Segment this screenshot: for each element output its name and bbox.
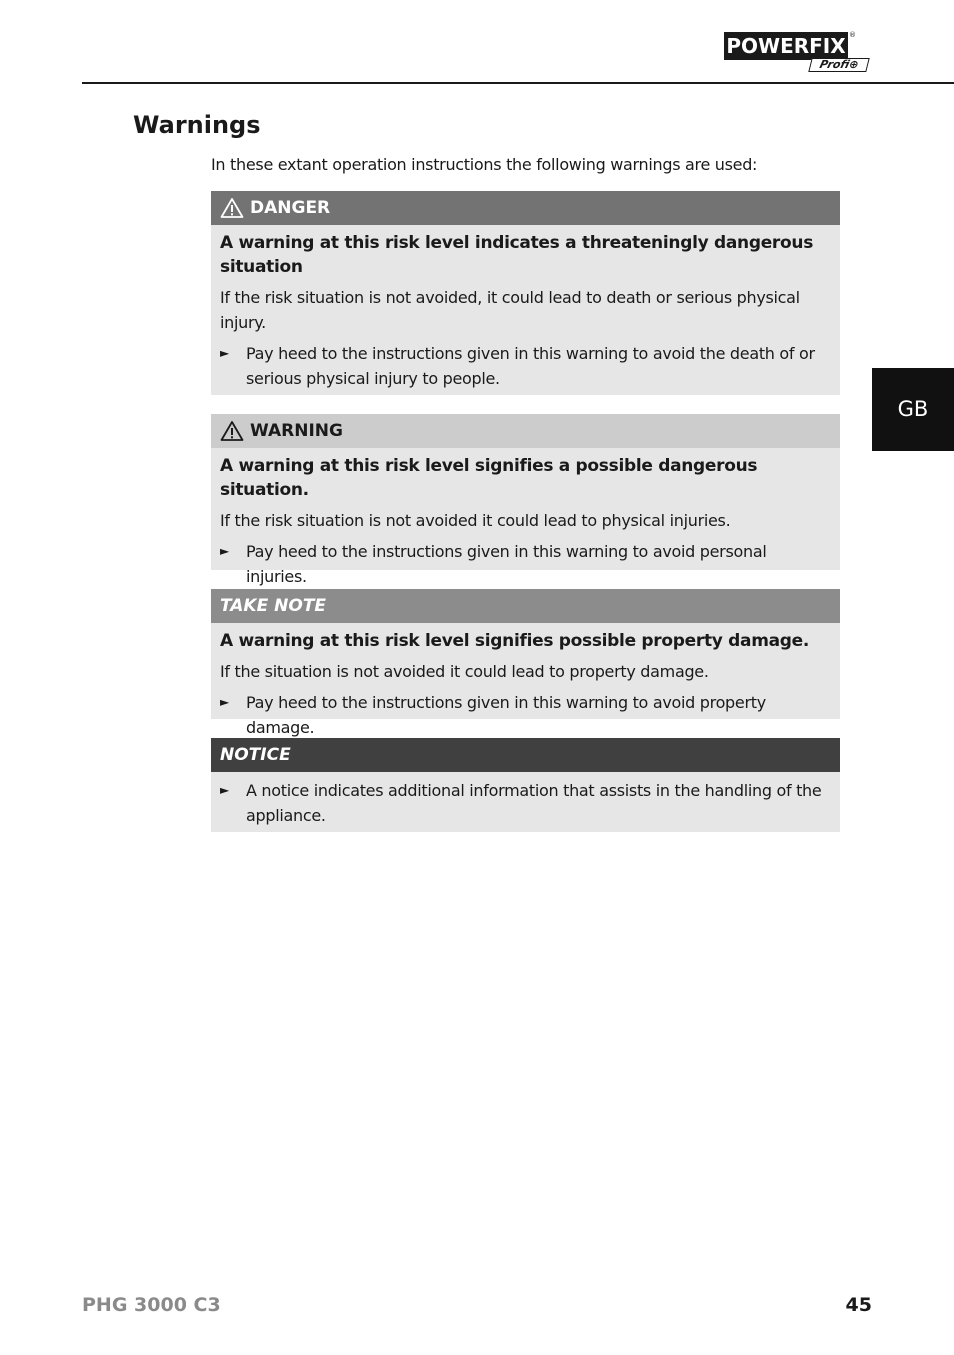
powerfix-logo xyxy=(724,32,872,76)
warning-box xyxy=(211,414,840,586)
notice-label: NOTICE xyxy=(220,745,291,765)
logo-profi-text: Profi⊕ xyxy=(808,58,869,72)
notice-bullet xyxy=(220,778,832,828)
danger-lead: A warning at this risk level indicates a threateningly dangerous situation xyxy=(220,233,814,277)
danger-label: DANGER xyxy=(250,198,331,218)
notice-header xyxy=(211,738,840,772)
take-note-text: If the situation is not avoided it could lead to property damage. xyxy=(220,662,709,681)
notice-bullet-text: A notice indicates additional information that assists in the handling of the appliance. xyxy=(246,781,822,825)
arrow-bullet-icon: ► xyxy=(220,695,229,709)
danger-box xyxy=(211,191,840,395)
take-note-label: TAKE NOTE xyxy=(220,596,327,616)
warning-bullet xyxy=(220,539,832,589)
page-title: Warnings xyxy=(133,111,261,139)
take-note-box xyxy=(211,589,840,737)
danger-body xyxy=(211,225,840,391)
warning-label: WARNING xyxy=(250,421,343,441)
arrow-bullet-icon: ► xyxy=(220,544,229,558)
take-note-bullet xyxy=(220,690,832,740)
footer-model-number: PHG 3000 C3 xyxy=(82,1294,221,1316)
warning-triangle-icon xyxy=(220,420,244,442)
warning-body xyxy=(211,448,840,589)
warning-text: If the risk situation is not avoided it could lead to physical injuries. xyxy=(220,511,731,530)
footer-page-number: 45 xyxy=(845,1294,872,1316)
arrow-bullet-icon: ► xyxy=(220,783,229,797)
logo-registered-mark: ® xyxy=(849,31,856,39)
danger-bullet xyxy=(220,341,832,391)
danger-header xyxy=(211,191,840,225)
danger-text: If the risk situation is not avoided, it could lead to death or serious physical injury. xyxy=(220,288,800,332)
warning-lead: A warning at this risk level signifies a possible dangerous situation. xyxy=(220,456,758,500)
danger-bullet-text: Pay heed to the instructions given in this warning to avoid the death of or serious physical injury to people. xyxy=(246,344,815,388)
logo-brand-text: POWERFIX xyxy=(724,32,848,60)
warning-header xyxy=(211,414,840,448)
take-note-lead: A warning at this risk level signifies possible property damage. xyxy=(220,631,810,651)
intro-text: In these extant operation instructions the following warnings are used: xyxy=(211,155,758,174)
notice-body xyxy=(211,772,840,828)
notice-box xyxy=(211,738,840,832)
take-note-header xyxy=(211,589,840,623)
warning-bullet-text: Pay heed to the instructions given in this warning to avoid personal injuries. xyxy=(246,542,767,586)
header-divider xyxy=(82,82,954,84)
take-note-body xyxy=(211,623,840,740)
language-tab: GB xyxy=(872,368,954,451)
arrow-bullet-icon: ► xyxy=(220,346,229,360)
take-note-bullet-text: Pay heed to the instructions given in this warning to avoid property damage. xyxy=(246,693,766,737)
warning-triangle-icon xyxy=(220,197,244,219)
